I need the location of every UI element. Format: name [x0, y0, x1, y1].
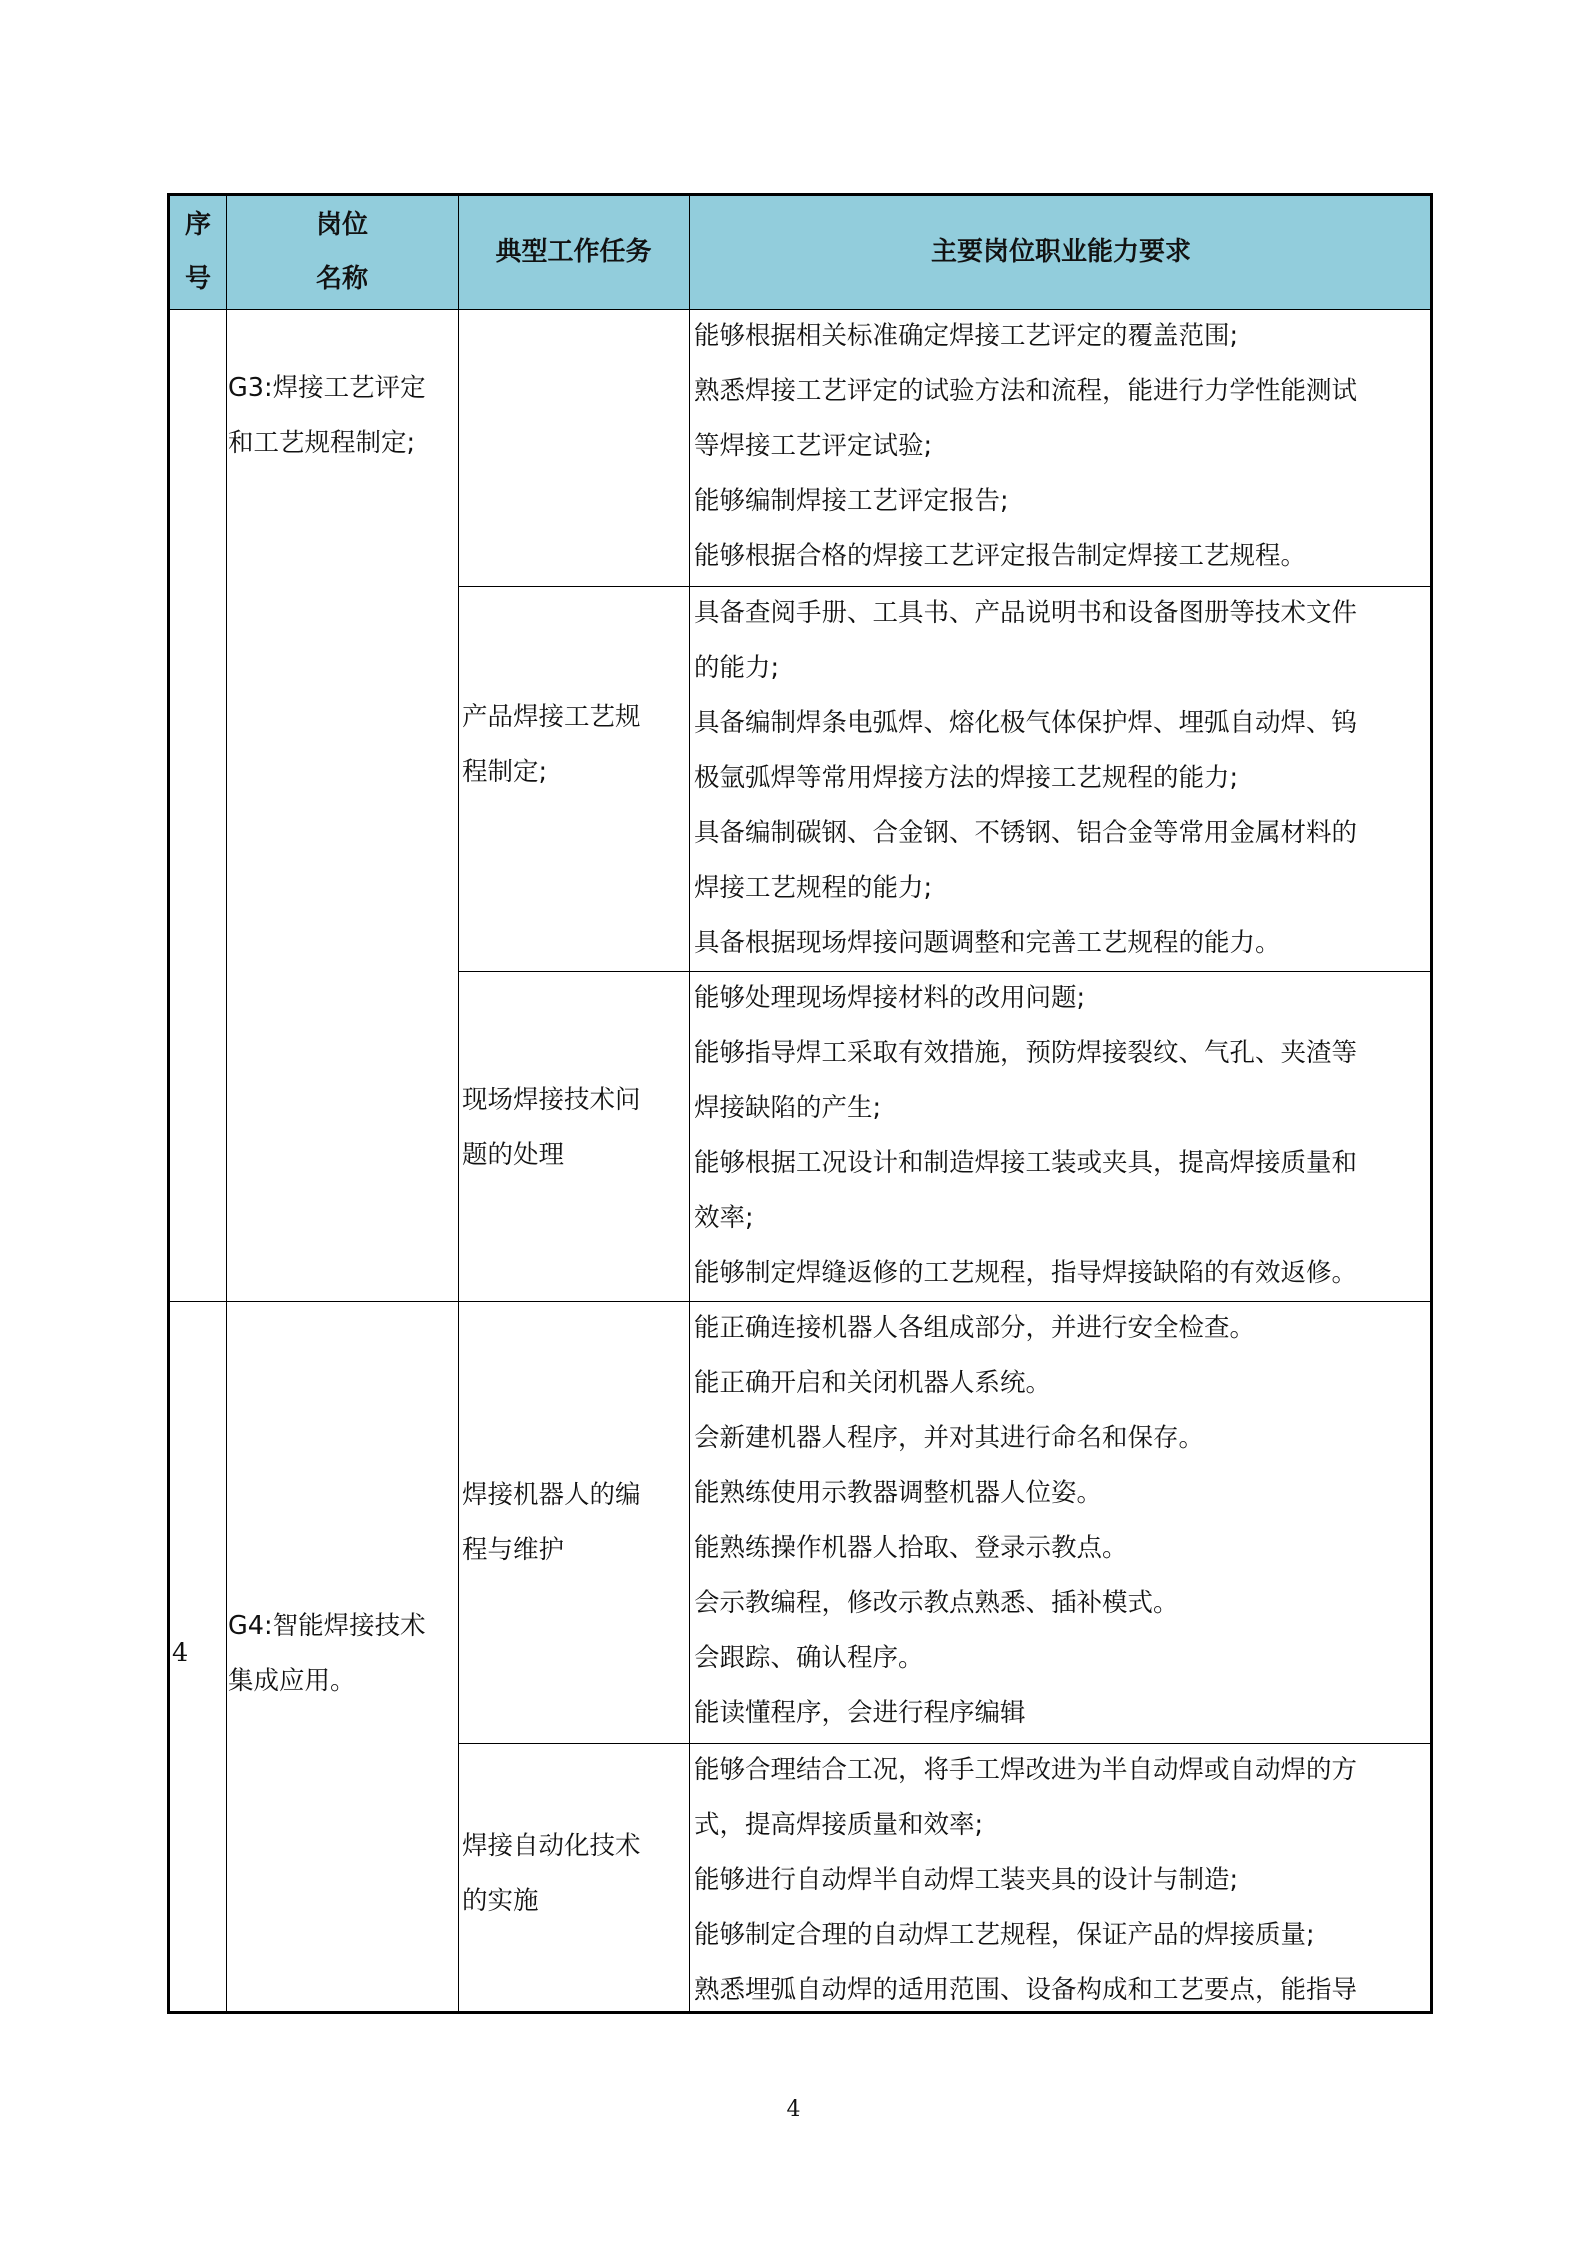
- g4-task1-name: 焊接机器人的编 程与维护: [462, 1480, 641, 1565]
- requirement-line: 能够编制焊接工艺评定报告;: [694, 486, 1009, 516]
- requirement-line: 能够进行自动焊半自动焊工装夹具的设计与制造;: [694, 1865, 1239, 1895]
- g3-task2-name: 产品焊接工艺规 程制定;: [462, 702, 641, 787]
- g4-seq-number: 4: [172, 1638, 189, 1668]
- requirement-line: 能熟练操作机器人拾取、登录示教点。: [694, 1533, 1128, 1563]
- column-divider: [458, 196, 459, 2011]
- column-divider: [689, 196, 690, 2011]
- requirement-line: 具备编制焊条电弧焊、熔化极气体保护焊、埋弧自动焊、钨: [694, 708, 1358, 738]
- g3-task3-name: 现场焊接技术问 题的处理: [462, 1085, 641, 1170]
- requirement-line: 熟悉焊接工艺评定的试验方法和流程，能进行力学性能测试: [694, 376, 1358, 406]
- g3-post-name: G3:焊接工艺评定 和工艺规程制定;: [228, 373, 426, 458]
- requirement-line: 焊接工艺规程的能力;: [694, 873, 933, 903]
- header-requirements: 主要岗位职业能力要求: [930, 237, 1191, 267]
- requirement-line: 能够合理结合工况，将手工焊改进为半自动焊或自动焊的方: [694, 1755, 1358, 1785]
- requirement-line: 会示教编程，修改示教点熟悉、插补模式。: [694, 1588, 1179, 1618]
- requirement-line: 能够制定合理的自动焊工艺规程，保证产品的焊接质量;: [694, 1920, 1315, 1950]
- requirement-line: 能够处理现场焊接材料的改用问题;: [694, 983, 1086, 1013]
- header-typical-task: 典型工作任务: [495, 237, 652, 267]
- competency-table: [167, 193, 1433, 2014]
- header-post-name: 岗位 名称: [315, 210, 368, 294]
- header-seq: 序 号: [184, 210, 211, 294]
- g4-post-name: G4:智能焊接技术 集成应用。: [228, 1611, 426, 1696]
- requirement-line: 能够根据工况设计和制造焊接工装或夹具，提高焊接质量和: [694, 1148, 1358, 1178]
- g4-task2-requirements: [694, 1743, 1357, 2018]
- requirement-line: 式，提高焊接质量和效率;: [694, 1810, 984, 1840]
- requirement-line: 的能力;: [694, 653, 780, 683]
- requirement-line: 能够根据相关标准确定焊接工艺评定的覆盖范围;: [694, 321, 1239, 351]
- requirement-line: 能够根据合格的焊接工艺评定报告制定焊接工艺规程。: [694, 541, 1307, 571]
- g4-task1-requirements: [694, 1301, 1255, 1741]
- requirement-line: 能够指导焊工采取有效措施，预防焊接裂纹、气孔、夹渣等: [694, 1038, 1358, 1068]
- requirement-line: 能够制定焊缝返修的工艺规程，指导焊接缺陷的有效返修。: [694, 1258, 1358, 1288]
- g4-task2-name: 焊接自动化技术 的实施: [462, 1831, 641, 1916]
- requirement-line: 能读懂程序，会进行程序编辑: [694, 1698, 1026, 1728]
- g3-task1-requirements: [694, 309, 1357, 584]
- column-divider: [226, 196, 227, 2011]
- requirement-line: 会新建机器人程序，并对其进行命名和保存。: [694, 1423, 1205, 1453]
- requirement-line: 焊接缺陷的产生;: [694, 1093, 882, 1123]
- requirement-line: 熟悉埋弧自动焊的适用范围、设备构成和工艺要点，能指导: [694, 1975, 1358, 2005]
- requirement-line: 能正确开启和关闭机器人系统。: [694, 1368, 1052, 1398]
- requirement-line: 效率;: [694, 1203, 754, 1233]
- requirement-line: 极氩弧焊等常用焊接方法的焊接工艺规程的能力;: [694, 763, 1239, 793]
- requirement-line: 具备编制碳钢、合金钢、不锈钢、铝合金等常用金属材料的: [694, 818, 1358, 848]
- g3-task2-requirements: [694, 586, 1357, 971]
- requirement-line: 等焊接工艺评定试验;: [694, 431, 933, 461]
- page-number: 4: [786, 2097, 801, 2122]
- requirement-line: 具备查阅手册、工具书、产品说明书和设备图册等技术文件: [694, 598, 1358, 628]
- g3-task3-requirements: [694, 971, 1357, 1301]
- requirement-line: 能熟练使用示教器调整机器人位姿。: [694, 1478, 1103, 1508]
- requirement-line: 会跟踪、确认程序。: [694, 1643, 924, 1673]
- requirement-line: 具备根据现场焊接问题调整和完善工艺规程的能力。: [694, 928, 1281, 958]
- requirement-line: 能正确连接机器人各组成部分，并进行安全检查。: [694, 1313, 1256, 1343]
